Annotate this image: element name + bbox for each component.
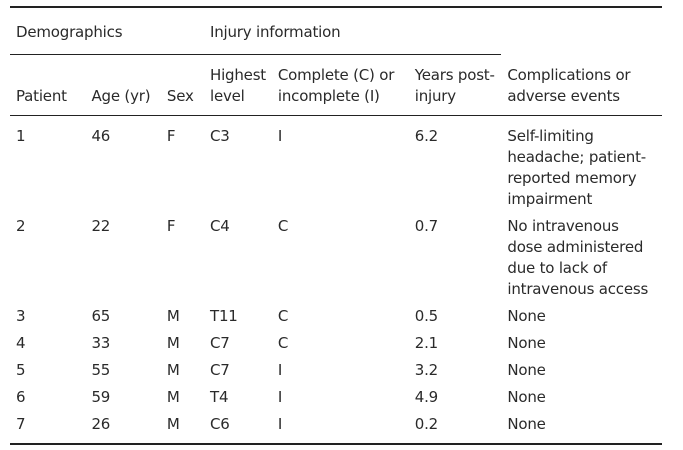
table-row [10, 414, 662, 444]
patient-cell: 6 [16, 388, 26, 406]
patient-cell: 5 [16, 361, 26, 379]
table-row [10, 216, 662, 306]
age-cell: 22 [91, 217, 111, 235]
table-row [10, 306, 662, 333]
sex-cell: M [166, 388, 180, 406]
age-cell: 46 [91, 127, 111, 145]
years-cell: 6.2 [414, 127, 439, 145]
table-row [10, 387, 662, 414]
years-cell: 3.2 [414, 361, 439, 379]
group-header-row [10, 7, 662, 55]
complications-cell: None [507, 334, 546, 352]
sex-cell: M [166, 361, 180, 379]
age-cell: 33 [91, 334, 111, 352]
complete-cell: I [272, 414, 409, 444]
table-body [10, 116, 662, 445]
complete-cell: C [277, 217, 289, 235]
patient-cell: 2 [16, 217, 26, 235]
sex-cell: M [166, 334, 180, 352]
complications-cell: None [507, 361, 546, 379]
sex-cell: M [166, 307, 180, 325]
years-cell: 0.2 [409, 414, 502, 444]
level-cell: C6 [204, 414, 272, 444]
patient-cell: 1 [16, 127, 26, 145]
patient-cell: 4 [16, 334, 26, 352]
years-post-injury-column-header: Years post- injury [409, 55, 502, 116]
patient-column-header: Patient [10, 55, 85, 116]
complications-cell: Self-limiting headache; patient- reported memory impairment [507, 127, 647, 208]
table-row [10, 116, 662, 217]
age-cell: 26 [85, 414, 160, 444]
level-cell: C7 [209, 361, 230, 379]
table-row [10, 333, 662, 360]
sex-cell: F [166, 127, 176, 145]
highest-level-column-header: Highest level [204, 55, 272, 116]
injury-information-group-header: Injury information [204, 7, 501, 55]
demographics-group-header: Demographics [10, 7, 204, 55]
level-cell: T11 [209, 307, 238, 325]
level-cell: C4 [209, 217, 230, 235]
years-cell: 4.9 [414, 388, 439, 406]
sex-cell: M [161, 414, 204, 444]
years-cell: 0.5 [414, 307, 439, 325]
patient-characteristics-table [10, 6, 662, 445]
complications-cell: None [501, 414, 662, 444]
complete-cell: I [277, 361, 283, 379]
complications-column-header: Complications or adverse events [501, 55, 662, 116]
complete-cell: C [277, 307, 289, 325]
years-cell: 2.1 [414, 334, 439, 352]
level-cell: T4 [209, 388, 229, 406]
level-cell: C7 [209, 334, 230, 352]
sex-cell: F [166, 217, 176, 235]
complete-cell: C [277, 334, 289, 352]
complications-cell: None [507, 307, 546, 325]
table-row [10, 360, 662, 387]
age-cell: 65 [91, 307, 111, 325]
patient-cell: 7 [10, 414, 85, 444]
years-cell: 0.7 [414, 217, 439, 235]
group-header-spacer [501, 7, 662, 55]
column-header-row [10, 55, 662, 116]
patient-table-document [10, 6, 662, 446]
complete-column-header: Complete (C) or incomplete (I) [272, 55, 409, 116]
age-cell: 55 [91, 361, 111, 379]
age-cell: 59 [91, 388, 111, 406]
complete-cell: I [277, 388, 283, 406]
patient-cell: 3 [16, 307, 26, 325]
complete-cell: I [277, 127, 283, 145]
level-cell: C3 [209, 127, 230, 145]
age-column-header: Age (yr) [85, 55, 160, 116]
complications-cell: No intravenous dose administered due to lack of intravenous access [507, 217, 649, 298]
complications-cell: None [507, 388, 546, 406]
sex-column-header: Sex [161, 55, 204, 116]
